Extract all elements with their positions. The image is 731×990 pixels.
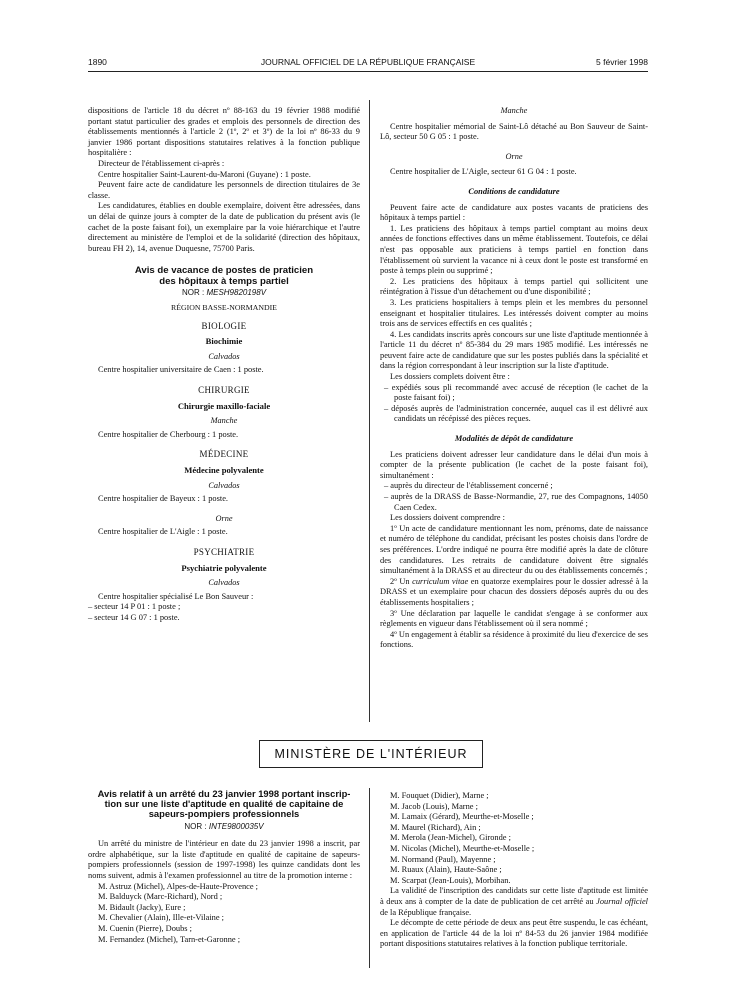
- column-divider: [369, 788, 370, 968]
- paragraph: Peuvent faire acte de candidature aux postes vacants de praticiens des hôpitaux à temps partiel :: [380, 202, 648, 223]
- paragraph: 1º Un acte de candidature mentionnant les nom, prénoms, date de naissance et numéro de téléphone du candidat, précisant les postes choisis dans l'ordre de ses préférences. L'ordre indiqué ne pourra être modifié après la date de clôture des candidatures. Les retraits de candidature doivent être signalés simultanément à la DRASS et au directeur du ou des établissements concernés ;: [380, 523, 648, 576]
- name-entry: M. Jacob (Louis), Marne ;: [390, 801, 478, 811]
- paragraph: 4. Les candidats inscrits après concours sur une liste d'aptitude mentionnée à l'article 11 du décret nº 85-384 du 29 mars 1985 modifié. Les intéressés ne peuvent faire acte de candidature que sur les postes publiés dans la spécialité et dans la région correspondant à leur inscription sur la liste d'aptitude.: [380, 329, 648, 371]
- name-entry: M. Normand (Paul), Mayenne ;: [390, 854, 496, 864]
- name-entry: M. Cuenin (Pierre), Doubs ;: [98, 923, 192, 933]
- department-heading: Manche: [210, 416, 238, 426]
- header-rule: [88, 71, 648, 72]
- paragraph: Centre hospitalier Saint-Laurent-du-Maroni (Guyane) : 1 poste.: [98, 169, 311, 179]
- name-entry: M. Fernandez (Michel), Tarn-et-Garonne ;: [98, 934, 241, 944]
- notice-title-line: des hôpitaux à temps partiel: [159, 275, 289, 287]
- left-column: [88, 106, 360, 624]
- department-heading: Calvados: [208, 480, 240, 490]
- nor-code: MESH9820198V: [206, 287, 267, 297]
- paragraph: [380, 886, 648, 918]
- subspecialty-heading: Chirurgie maxillo-faciale: [177, 400, 271, 411]
- text-run: La validité de l'inscription des candidats sur cette liste d'aptitude est limitée à deux ans à compter de la date de publication de cet arrêté au: [380, 886, 648, 906]
- notice-title-line: Avis de vacance de postes de praticien: [134, 265, 314, 277]
- subspecialty-heading: Médecine polyvalente: [184, 465, 264, 476]
- text-run: de la République française.: [380, 907, 472, 917]
- department-heading: Calvados: [208, 351, 240, 361]
- paragraph: 3. Les praticiens hospitaliers à temps plein et les membres du personnel enseignant et hospitalier titulaires. Les intéressés doivent compter au moins trois ans de services effectifs en ces qualités ;: [380, 297, 648, 329]
- paragraph: Les dossiers complets doivent être :: [390, 372, 510, 382]
- subspecialty-heading: Biochimie: [205, 336, 243, 347]
- paragraph: Les candidatures, établies en double exemplaire, doivent être adressées, dans un délai de quinze jours à compter de la date de publication du présent avis (le cachet de la poste faisant foi), un exemplaire par la voie hiérarchique et l'autre directement au ministère de l'emploi et de la solidarité (direction des hôpitaux, bureau FH 2), 14, avenue Duquesne, 75700 Paris.: [88, 201, 360, 253]
- nor-reference: [88, 288, 360, 299]
- post-entry: Centre hospitalier universitaire de Caen : 1 poste.: [98, 365, 264, 375]
- left-column-bottom: [88, 789, 360, 945]
- specialty-heading: PSYCHIATRIE: [193, 547, 255, 557]
- page-header: [88, 55, 648, 71]
- name-entry: M. Lamaix (Gérard), Meurthe-et-Moselle ;: [390, 812, 534, 822]
- post-entry: Centre hospitalier spécialisé Le Bon Sauveur :: [98, 591, 254, 601]
- name-entry: M. Ruaux (Alain), Haute-Saône ;: [390, 865, 502, 875]
- text-run-italic: curriculum vitae: [412, 576, 469, 586]
- paragraph: Le décompte de cette période de deux ans peut être suspendu, le cas échéant, en application de l'article 44 de la loi nº 84-53 du 26 janvier 1984 modifiée portant dispositions statutaires relatives à la fonction publique territoriale.: [380, 918, 648, 949]
- paragraph: Peuvent faire acte de candidature les personnels de direction titulaires de 3e classe.: [88, 180, 360, 200]
- list-item: – expédiés sous pli recommandé avec accusé de réception (le cachet de la poste faisant foi) ;: [384, 382, 648, 403]
- name-entry: M. Bidault (Jacky), Eure ;: [98, 902, 186, 912]
- post-entry: Centre hospitalier mémorial de Saint-Lô détaché au Bon Sauveur de Saint-Lô, secteur 50 G 05 : 1 poste.: [380, 121, 648, 142]
- name-entry: M. Nicolas (Michel), Meurthe-et-Moselle ;: [390, 843, 535, 853]
- notice-title-line: Avis relatif à un arrêté du 23 janvier 1998 portant inscrip-: [97, 788, 351, 799]
- name-list: [88, 882, 360, 946]
- notice-title: [88, 789, 360, 820]
- ministry-banner: MINISTÈRE DE L'INTÉRIEUR: [259, 740, 483, 768]
- post-entry: Centre hospitalier de Cherbourg : 1 poste.: [98, 429, 239, 439]
- department-heading: Calvados: [208, 578, 240, 588]
- paragraph: 1. Les praticiens des hôpitaux à temps partiel comptant au moins deux années de fonctions effectives dans un même établissement. Toutefois, ce délai n'est pas opposable aux praticiens à temps partiel en fonction dans l'établissement où survient la vacance ni à ceux dont le poste est transformé en poste à temps plein ou supprimé ;: [380, 223, 648, 276]
- section-heading: Conditions de candidature: [468, 186, 560, 196]
- paragraph: [380, 577, 648, 609]
- list-item: – auprès du directeur de l'établissement concerné ;: [384, 481, 553, 491]
- list-item: – secteur 14 G 07 : 1 poste.: [88, 612, 180, 622]
- specialty-heading: MÉDECINE: [199, 449, 249, 460]
- page-number: 1890: [88, 57, 107, 67]
- paragraph: Un arrêté du ministre de l'intérieur en date du 23 janvier 1998 a inscrit, par ordre alphabétique, sur la liste d'aptitude en qualité de capitaine de sapeurs-pompiers professionnels (session de 1997-1998) les quinze candidats dont les noms suivent, admis à l'examen professionnel au titre de la promotion interne :: [88, 839, 360, 880]
- name-entry: M. Maurel (Richard), Ain ;: [390, 822, 481, 832]
- name-entry: M. Fouquet (Didier), Marne ;: [390, 791, 489, 800]
- text-run: 2º Un: [390, 576, 413, 586]
- nor-code: INTE9800035V: [208, 821, 264, 831]
- nor-reference: [88, 822, 360, 833]
- region-heading: RÉGION BASSE-NORMANDIE: [171, 303, 277, 313]
- name-entry: M. Chevalier (Alain), Ille-et-Vilaine ;: [98, 913, 225, 923]
- journal-title: JOURNAL OFFICIEL DE LA RÉPUBLIQUE FRANÇAISE: [260, 57, 476, 67]
- notice-title-line: tion sur une liste d'aptitude en qualité de capitaine de: [104, 798, 344, 810]
- paragraph: Les praticiens doivent adresser leur candidature dans le délai d'un mois à compter de la présente publication (le cachet de la poste faisant foi), simultanément :: [380, 449, 648, 480]
- nor-label: NOR :: [184, 821, 207, 831]
- post-entry: Centre hospitalier de L'Aigle, secteur 61 G 04 : 1 poste.: [390, 167, 577, 177]
- department-heading: Manche: [500, 106, 528, 115]
- department-heading: Orne: [505, 151, 523, 161]
- nor-label: NOR :: [181, 287, 205, 297]
- list-item: – déposés auprès de l'administration concernée, auquel cas il est délivré aux candidats un récépissé des pièces reçues.: [384, 403, 648, 424]
- list-item: – secteur 14 P 01 : 1 poste ;: [88, 602, 181, 612]
- name-list: [380, 791, 648, 886]
- name-entry: M. Scarpat (Jean-Louis), Morbihan.: [390, 875, 511, 885]
- right-column: [380, 106, 648, 651]
- department-heading: Orne: [215, 513, 233, 523]
- text-run-italic: Journal officiel: [596, 896, 649, 906]
- specialty-heading: CHIRURGIE: [198, 385, 250, 396]
- notice-title-line: sapeurs-pompiers professionnels: [148, 808, 300, 820]
- name-entry: M. Merola (Jean-Michel), Gironde ;: [390, 833, 511, 843]
- specialty-heading: BIOLOGIE: [201, 320, 247, 331]
- column-divider: [369, 100, 370, 722]
- paragraph: dispositions de l'article 18 du décret nº 88-163 du 19 février 1988 modifié portant statut particulier des grades et emplois des personnels de direction des établissements mentionnés à l'article 2 (1º, 2º et 3º) de la loi nº 86-33 du 9 janvier 1986 portant dispositions statutaires relatives à la fonction publique hospitalière :: [88, 106, 360, 158]
- post-entry: Centre hospitalier de L'Aigle : 1 poste.: [98, 527, 228, 537]
- paragraph: 2. Les praticiens des hôpitaux à temps partiel qui sollicitent une réintégration à l'issue d'un détachement ou d'une disponibilité ;: [380, 276, 648, 297]
- paragraph: Directeur de l'établissement ci-après :: [98, 158, 225, 168]
- paragraph: 4º Un engagement à établir sa résidence à proximité du lieu d'exercice de ses fonctions.: [380, 629, 648, 650]
- subspecialty-heading: Psychiatrie polyvalente: [181, 562, 267, 573]
- issue-date: 5 février 1998: [596, 57, 648, 67]
- text-run: en quatorze exemplaires pour le dossier adressé à la DRASS et un exemplaire pour chacun des dossiers déposés auprès du ou des établissements hospitaliers ;: [380, 576, 648, 607]
- right-column-bottom: [380, 791, 648, 950]
- paragraph: Les dossiers doivent comprendre :: [390, 513, 505, 523]
- section-heading: Modalités de dépôt de candidature: [454, 434, 574, 444]
- list-item: – auprès de la DRASS de Basse-Normandie, 27, rue des Compagnons, 14050 Caen Cedex.: [384, 492, 648, 512]
- paragraph: 3º Une déclaration par laquelle le candidat s'engage à se conformer aux règlements en vigueur dans l'établissement où il sera nommé ;: [380, 608, 648, 629]
- post-entry: Centre hospitalier de Bayeux : 1 poste.: [98, 494, 229, 504]
- name-entry: M. Astruz (Michel), Alpes-de-Haute-Provence ;: [98, 881, 259, 891]
- name-entry: M. Balduyck (Marc-Richard), Nord ;: [98, 892, 223, 902]
- notice-title: [88, 266, 360, 287]
